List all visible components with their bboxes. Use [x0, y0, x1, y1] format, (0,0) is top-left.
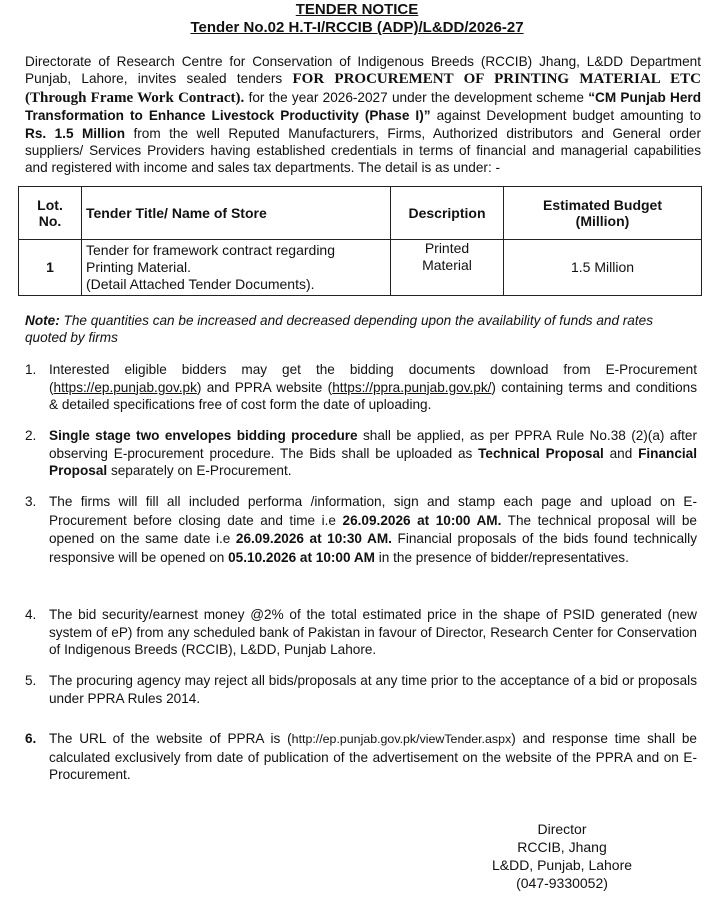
header-title: Tender Title/ Name of Store [82, 187, 391, 240]
intro-text-1: Directorate of Research Centre for Conservation of Indigenous Breeds (RCCIB) Jhang, L&DD Department Punjab, Lahore, invites sealed tenders [25, 54, 701, 87]
table-row [19, 240, 702, 296]
cell-lot: 1 [19, 240, 82, 296]
header-budget: Estimated Budget (Million) [504, 187, 702, 240]
ppra-link[interactable]: https://ppra.punjab.gov.pk/ [332, 379, 492, 395]
table-header-row [19, 187, 702, 240]
header-lot: Lot. No. [19, 187, 82, 240]
scheme-name: “CM Punjab Herd Transformation to Enhance Livestock Productivity (Phase I)” [25, 89, 701, 124]
intro-text-3: for the year 2026-2027 under the development scheme [244, 89, 589, 105]
signature-office: RCCIB, Jhang [517, 839, 607, 855]
tender-number: Tender No.02 H.T-I/RCCIB (ADP)/L&DD/2026-27 [190, 19, 524, 36]
cell-title: Tender for framework contract regarding Printing Material. (Detail Attached Tender Documents). [82, 240, 391, 296]
ppra-url[interactable]: http://ep.punjab.gov.pk/viewTender.aspx [291, 732, 512, 746]
budget-amount: Rs. 1.5 Million [25, 125, 126, 141]
intro-text-5: against Development budget amounting to [430, 108, 702, 124]
intro-text-7: from the well Reputed Manufacturers, Firms, Authorized distributors and General order suppliers/ Services Providers having established credentials in terms of financial and managerial capabilities and registered with income and sales tax departments. The detail is as under: - [25, 125, 701, 176]
notice-heading: TENDER NOTICE [295, 1, 419, 18]
procurement-subject: FOR PROCUREMENT OF PRINTING MATERIAL ETC (Through Frame Work Contract). [25, 71, 701, 106]
note-label: Note: [25, 313, 60, 328]
header-description: Description [391, 187, 504, 240]
tender-notice-page: TENDER NOTICE Tender No.02 H.T-I/RCCIB (ADP)/L&DD/2026-27 Directorate of Research Centre for Conservation of Indigenous Breeds (RCCIB) Jhang, L&DD Department Punjab, Lahore, invites sealed tenders FOR PROCUREMENT OF PRINTING MATERIAL ETC (Through Frame Work Contract). for the year 2026-2027 under the development scheme “CM Punjab Herd Transformation to Enhance Livestock Productivity (Phase I)” against Development budget amounting to Rs. 1.5 Million from the well Reputed Manufacturers, Firms, Authorized distributors and General order suppliers/ Services Providers having established credentials in terms of financial and managerial capabilities and registered with income and sales tax departments. The detail is as under: - Lot. No. Tender Title/ Name of Store Description Estimated Budget (Million) 1 Tender for framework contract regarding Printing Material. (Detail Attached Tender Documents). Printed Material 1.5 Million Note: The quantities can be increased and decreased depending upon the availability of funds and rates quoted by firms 1. Interested eligible bidders may get the bidding documents download from E-Procurement (https://ep.punjab.gov.pk) and PPRA website (https://ppra.punjab.gov.pk/) containing terms and conditions & detailed specifications free of cost form the date of uploading. 2. Single stage two envelopes bidding procedure shall be applied, as per PPRA Rule No.38 (2)(a) after observing E-procurement procedure. The Bids shall be uploaded as Technical Proposal and Financial Proposal separately on E-Procurement. 3. The firms will fill all included performa /information, sign and stamp each page and upload on E-Procurement before closing date and time i.e 26.09.2026 at 10:00 AM. The technical proposal will be opened on the same date i.e 26.09.2026 at 10:30 AM. Financial proposals of the bids found technically responsive will be opened on 05.10.2026 at 10:00 AM in the presence of bidder/representatives. 4. The bid security/earnest money @2% of the total estimated price in the shape of PSID generated (new system of eP) from any scheduled bank of Pakistan in favour of Director, Research Center for Conservation of Indigenous Breeds (RCCIB), L&DD, Punjab Lahore. 5. The procuring agency may reject all bids/proposals at any time prior to the acceptance of a bid or proposals under PPRA Rules 2014. 6. The URL of the website of PPRA is (http://ep.punjab.gov.pk/viewTender.aspx) and response time shall be calculated exclusively from date of publication of the advertisement on the website of the PPRA and on E-Procurement. Director RCCIB, Jhang L&DD, Punjab, Lahore (047-9330052) [0, 0, 714, 899]
cell-budget: 1.5 Million [504, 240, 702, 296]
signature-phone: (047-9330052) [516, 875, 608, 891]
signature-department: L&DD, Punjab, Lahore [491, 857, 633, 873]
eprocurement-link[interactable]: https://ep.punjab.gov.pk [53, 379, 197, 395]
cell-description: Printed Material [391, 240, 504, 296]
signature-title: Director [537, 821, 587, 837]
note-text: Note: The quantities can be increased and decreased depending upon the availability of funds and rates quoted by firms [25, 313, 654, 345]
intro-paragraph [25, 53, 701, 177]
tender-table [18, 186, 702, 296]
